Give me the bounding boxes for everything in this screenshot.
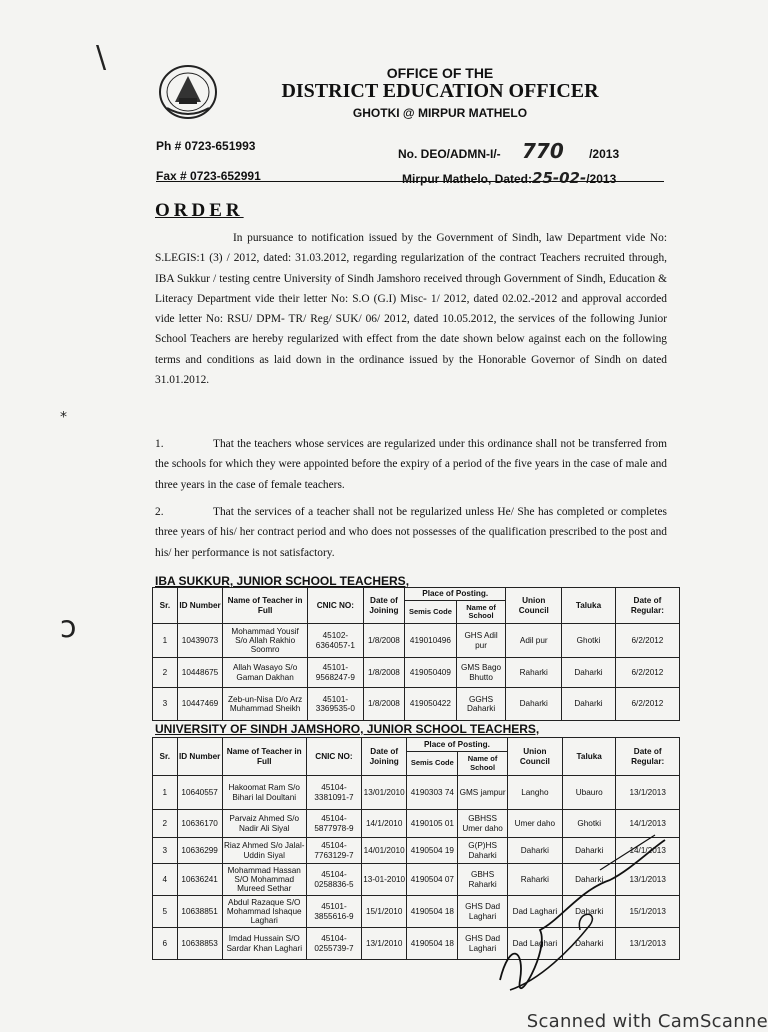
col-joining: Date of Joining [363,588,404,624]
cell-taluka: Daharki [563,928,616,960]
col-sr: Sr. [153,738,178,776]
table-row [153,658,680,688]
reference-number [398,139,619,163]
table-row [153,688,680,721]
cell-joining: 1/8/2008 [363,688,404,721]
cell-sr: 4 [153,864,178,896]
cell-cnic: 45101-3855616-9 [306,896,361,928]
cell-regular: 6/2/2012 [615,658,679,688]
fax-number: Fax # 0723-652991 [156,169,261,183]
cell-name: Allah Wasayo S/o Gaman Dakhan [223,658,308,688]
cell-taluka: Ghotki [563,810,616,838]
cell-semis: 4190303 74 [407,776,458,810]
col-cnic: CNIC NO: [307,588,363,624]
iba-teachers-table [152,587,680,721]
cell-taluka: Daharki [562,688,616,721]
cell-id: 10638851 [177,896,222,928]
cell-semis: 419010496 [405,624,457,658]
table2-caption: UNIVERSITY OF SINDH JAMSHORO, JUNIOR SCHOOL TEACHERS, [155,722,540,736]
cell-regular: 14/1/2013 [616,838,680,864]
cell-cnic: 45104-7763129-7 [306,838,361,864]
cell-regular: 13/1/2013 [616,928,680,960]
cell-uc: Umer daho [507,810,562,838]
cell-cnic: 45101-9568247-9 [307,658,363,688]
cell-semis: 4190105 01 [407,810,458,838]
margin-mark: ↄ [60,610,77,645]
intro-paragraph: In pursuance to notification issued by the Government of Sindh, law Department vide No: S.LEGIS:1 (3) / 2012, dated: 31.03.2012, regarding regularization of the contract Teachers recruited through, IBA Sukkur / testing centre University of Sindh Jamshoro received through Government of Sindh, Education & Literacy Department vide their letter No: S.O (G.I) Misc- 1/ 2012, dated 02.02.-2012 and approval accorded vide letter No: RSU/ DPM- TR/ Reg/ SUK/ 06/ 2012, dated 10.05.2012, the services of the following Junior School Teachers are hereby regularized with effect from the date shown below against each on the following terms and conditions as laid down in the ordinance issued by the Honorable Governor of Sindh on dated 31.01.2012. [155,232,667,387]
col-posting: Place of Posting. [407,738,507,752]
cell-name: Abdul Razaque S/O Mohammad Ishaque Laghari [222,896,306,928]
cell-semis: 419050422 [405,688,457,721]
cell-id: 10636170 [177,810,222,838]
cell-uc: Raharki [506,658,562,688]
col-taluka: Taluka [563,738,616,776]
col-uc: Union Council [507,738,562,776]
cell-cnic: 45104-0255739-7 [306,928,361,960]
cell-taluka: Daharki [563,864,616,896]
cell-name: Parvaiz Ahmed S/o Nadir Ali Siyal [222,810,306,838]
cell-name: Hakoomat Ram S/o Bihari lal Doultani [222,776,306,810]
table1-caption: IBA SUKKUR, JUNIOR SCHOOL TEACHERS, [155,574,410,588]
cell-joining: 13/01/2010 [362,776,407,810]
dated-handwritten: 25-02- [532,169,587,187]
cell-sr: 3 [153,688,178,721]
signature-icon [480,830,680,1000]
cell-taluka: Ubauro [563,776,616,810]
cell-school: GGHS Daharki [456,688,506,721]
pen-mark: \ [96,40,107,75]
cell-id: 10448675 [177,658,222,688]
term-2 [155,502,667,563]
reference-prefix: No. DEO/ADMN-I/- [398,147,501,161]
cell-sr: 6 [153,928,178,960]
cell-cnic: 45101-3369535-0 [307,688,363,721]
col-semis: Semis Code [407,752,458,776]
col-id: ID Number [177,738,222,776]
cell-joining: 13/1/2010 [362,928,407,960]
col-school: Name of School [458,752,507,776]
col-uc: Union Council [506,588,562,624]
cell-school: GHS Adil pur [456,624,506,658]
phone-number: Ph # 0723-651993 [156,139,256,153]
cell-school: G(P)HS Daharki [458,838,507,864]
cell-name: Imdad Hussain S/O Sardar Khan Laghari [222,928,306,960]
col-regular: Date of Regular: [616,738,680,776]
cell-regular: 15/1/2013 [616,896,680,928]
cell-school: GBHSS Umer daho [458,810,507,838]
cell-sr: 2 [153,810,178,838]
cell-semis: 4190504 18 [407,896,458,928]
date-line [402,169,616,187]
cell-school: GMS Bago Bhutto [456,658,506,688]
page-title: DISTRICT EDUCATION OFFICER [281,80,599,102]
cell-joining: 13-01-2010 [362,864,407,896]
cell-id: 10638853 [177,928,222,960]
col-joining: Date of Joining [362,738,407,776]
cell-sr: 5 [153,896,178,928]
cell-sr: 1 [153,776,178,810]
cell-taluka: Daharki [563,838,616,864]
col-id: ID Number [177,588,222,624]
cell-id: 10640557 [177,776,222,810]
col-cnic: CNIC NO: [306,738,361,776]
cell-regular: 13/1/2013 [616,864,680,896]
cell-semis: 4190504 19 [407,838,458,864]
cell-school: GMS jampur [458,776,507,810]
office-place: GHOTKI @ MIRPUR MATHELO [352,106,528,120]
dated-prefix: Mirpur Mathelo, Dated: [402,172,533,186]
cell-semis: 4190504 18 [407,928,458,960]
cell-uc: Langho [507,776,562,810]
cell-school: GHS Dad Laghari [458,896,507,928]
cell-school: GHS Dad Laghari [458,928,507,960]
cell-regular: 13/1/2013 [616,776,680,810]
col-taluka: Taluka [562,588,616,624]
cell-joining: 1/8/2008 [363,624,404,658]
cell-uc: Raharki [507,864,562,896]
cell-cnic: 45104-0258836-5 [306,864,361,896]
cell-joining: 14/01/2010 [362,838,407,864]
cell-id: 10439073 [177,624,222,658]
cell-uc: Adil pur [506,624,562,658]
term-1-number: 1. [155,438,164,450]
cell-name: Mohammad Yousif S/o Allah Rakhio Soomro [223,624,308,658]
cell-uc: Daharki [506,688,562,721]
cell-taluka: Ghotki [562,624,616,658]
cell-joining: 14/1/2010 [362,810,407,838]
cell-regular: 6/2/2012 [615,688,679,721]
term-2-number: 2. [155,506,164,518]
col-school: Name of School [456,601,506,624]
col-posting: Place of Posting. [405,588,506,601]
scanner-watermark: Scanned with CamScanne [526,1011,768,1032]
col-name: Name of Teacher in Full [222,738,306,776]
cell-regular: 14/1/2013 [616,810,680,838]
cell-regular: 6/2/2012 [615,624,679,658]
reference-year: /2013 [589,147,620,161]
cell-taluka: Daharki [563,896,616,928]
col-sr: Sr. [153,588,178,624]
term-2-text: That the services of a teacher shall not be regularized unless He/ She has completed or completes three years of his/ her contract period and who does not possesses of the qualification prescribed to the post and his/ her performance is not satisfactory. [155,506,667,559]
cell-sr: 3 [153,838,178,864]
cell-sr: 1 [153,624,178,658]
cell-semis: 4190504 07 [407,864,458,896]
office-line: OFFICE OF THE [386,65,494,81]
col-semis: Semis Code [405,601,457,624]
cell-cnic: 45104-3381091-7 [306,776,361,810]
cell-taluka: Daharki [562,658,616,688]
cell-school: GBHS Raharki [458,864,507,896]
cell-cnic: 45102-6364057-1 [307,624,363,658]
term-1 [155,434,667,495]
cell-joining: 1/8/2008 [363,658,404,688]
cell-uc: Dad Laghari [507,896,562,928]
cell-joining: 15/1/2010 [362,896,407,928]
header-divider [156,181,664,182]
term-1-text: That the teachers whose services are regularized under this ordinance shall not be transferred from the schools for which they were appointed before the expiry of a period of the five years in the case of male and three years in the case of female teachers. [155,438,667,491]
reference-handwritten: 770 [522,139,564,163]
table-row [153,776,680,810]
cell-name: Mohammad Hassan S/O Mohammad Mureed Sethar [222,864,306,896]
cell-cnic: 45104-5877978-9 [306,810,361,838]
cell-id: 10447469 [177,688,222,721]
col-regular: Date of Regular: [615,588,679,624]
cell-name: Zeb-un-Nisa D/o Arz Muhammad Sheikh [223,688,308,721]
dated-year: /2013 [586,172,617,186]
cell-id: 10636299 [177,838,222,864]
cell-id: 10636241 [177,864,222,896]
cell-uc: Dad Laghari [507,928,562,960]
col-name: Name of Teacher in Full [223,588,308,624]
cell-name: Riaz Ahmed S/o Jalal-Uddin Siyal [222,838,306,864]
cell-semis: 419050409 [405,658,457,688]
margin-mark: ⁎ [60,405,67,421]
cell-uc: Daharki [507,838,562,864]
order-heading: ORDER [155,200,244,221]
cell-sr: 2 [153,658,178,688]
table-row [153,624,680,658]
department-seal-icon [157,62,219,120]
